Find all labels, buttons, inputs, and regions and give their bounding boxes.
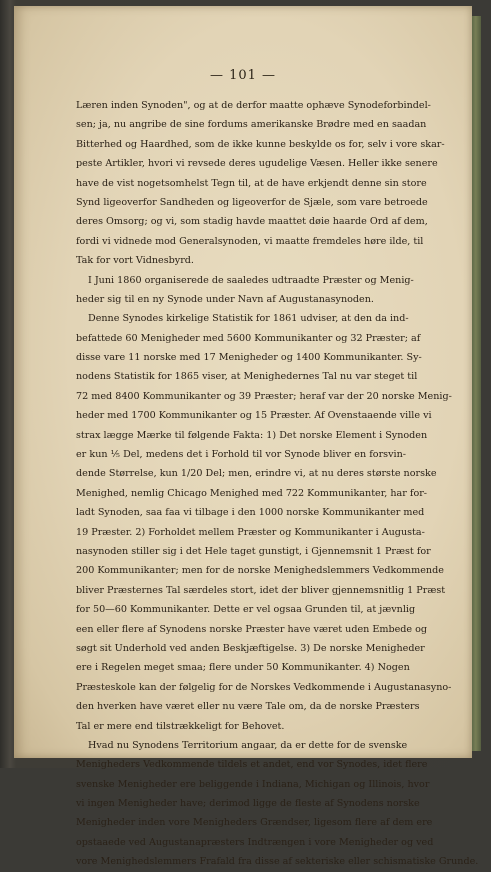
body-text — [76, 96, 479, 872]
text-line: 72 med 8400 Kommunikanter og 39 Præster; heraf var der 20 norske Menig- — [76, 390, 452, 402]
text-line: have de vist nogetsomhelst Tegn til, at de have erkjendt denne sin store — [76, 177, 427, 189]
text-line: heder sig til en ny Synode under Navn af Augustanasynoden. — [76, 293, 374, 305]
text-line: Tak for vort Vidnesbyrd. — [76, 255, 194, 267]
text-line: er kun ⅕ Del, medens det i Forhold til vor Synode bliver en forsvin- — [76, 449, 406, 461]
text-line: Menighed, nemlig Chicago Menighed med 722 Kommunikanter, har for- — [76, 487, 428, 499]
text-line: 19 Præster. 2) Forholdet mellem Præster og Kommunikanter i Augusta- — [76, 526, 425, 538]
text-line: Synd ligeoverfor Sandheden og ligeoverfor de Sjæle, som vare betroede — [76, 196, 428, 208]
text-line: disse vare 11 norske med 17 Menigheder og 1400 Kommunikanter. Sy- — [76, 352, 422, 364]
book-page — [14, 6, 479, 868]
text-line: Hvad nu Synodens Territorium angaar, da er dette for de svenske — [88, 739, 408, 751]
text-line: fordi vi vidnede mod Generalsynoden, vi maatte fremdeles høre ilde, til — [76, 235, 424, 247]
text-line: nodens Statistik for 1865 viser, at Menighedernes Tal nu var steget til — [76, 371, 418, 383]
text-line: vore Menighedslemmers Frafald fra disse af sekteriske eller schismatiske Grunde. — [76, 856, 479, 868]
text-line: Denne Synodes kirkelige Statistik for 1861 udviser, at den da ind- — [88, 313, 409, 325]
text-line: Menigheders Vedkommende tildels et andet, end vor Synodes, idet flere — [76, 759, 428, 771]
text-line: I Juni 1860 organiserede de saaledes udtraadte Præster og Menig- — [88, 274, 414, 286]
text-line: ladt Synoden, saa faa vi tilbage i den 1000 norske Kommunikanter med — [76, 507, 425, 519]
text-line: svenske Menigheder ere beliggende i Indiana, Michigan og Illinois, hvor — [76, 778, 430, 790]
text-line: peste Artikler, hvori vi revsede deres ugudelige Væsen. Heller ikke senere — [76, 158, 438, 170]
text-line: ere i Regelen meget smaa; flere under 50 Kommunikanter. 4) Nogen — [76, 662, 410, 674]
text-line: for 50—60 Kommunikanter. Dette er vel ogsaa Grunden til, at jævnlig — [76, 604, 416, 616]
text-line: befattede 60 Menigheder med 5600 Kommunikanter og 32 Præster; af — [76, 332, 421, 344]
text-line: Menigheder inden vore Menigheders Grændser, ligesom flere af dem ere — [76, 817, 433, 829]
page-edge — [472, 16, 481, 751]
text-line: sen; ja, nu angribe de sine fordums amerikanske Brødre med en saadan — [76, 119, 427, 131]
text-line: nasynoden stiller sig i det Hele taget gunstigt, i Gjennemsnit 1 Præst for — [76, 545, 431, 557]
text-line: opstaaede ved Augustanapræsters Indtrængen i vore Menigheder og ved — [76, 836, 434, 848]
text-line: Læren inden Synoden", og at de derfor maatte ophæve Synodeforbindel- — [76, 100, 431, 111]
text-line: dende Størrelse, kun 1/20 Del; men, erindre vi, at nu deres største norske — [76, 468, 437, 480]
text-line: 200 Kommunikanter; men for de norske Menighedslemmers Vedkommende — [76, 565, 444, 577]
text-line: søgt sit Underhold ved anden Beskjæftigelse. 3) De norske Menigheder — [76, 642, 425, 654]
text-line: Tal er mere end tilstrækkeligt for Behovet. — [76, 720, 285, 732]
text-line: heder med 1700 Kommunikanter og 15 Præster. Af Ovenstaaende ville vi — [76, 410, 432, 422]
text-line: strax lægge Mærke til følgende Fakta: 1) Det norske Element i Synoden — [76, 429, 428, 441]
text-line: Bitterhed og Haardhed, som de ikke kunne beskylde os for, selv i vore skar- — [76, 138, 445, 150]
text-line: deres Omsorg; og vi, som stadig havde maattet døie haarde Ord af dem, — [76, 216, 428, 228]
text-line: den hverken have været eller nu være Tale om, da de norske Præsters — [76, 701, 420, 713]
text-line: een eller flere af Synodens norske Præster have været uden Embede og — [76, 623, 428, 635]
text-line: vi ingen Menigheder have; derimod ligge de fleste af Synodens norske — [76, 798, 420, 810]
text-line: bliver Præsternes Tal særdeles stort, idet der bliver gjennemsnitlig 1 Præst — [76, 584, 446, 596]
page-number: — 101 — — [209, 68, 277, 83]
text-line: Præsteskole kan der følgelig for de Norskes Vedkommende i Augustanasyno- — [76, 681, 452, 693]
